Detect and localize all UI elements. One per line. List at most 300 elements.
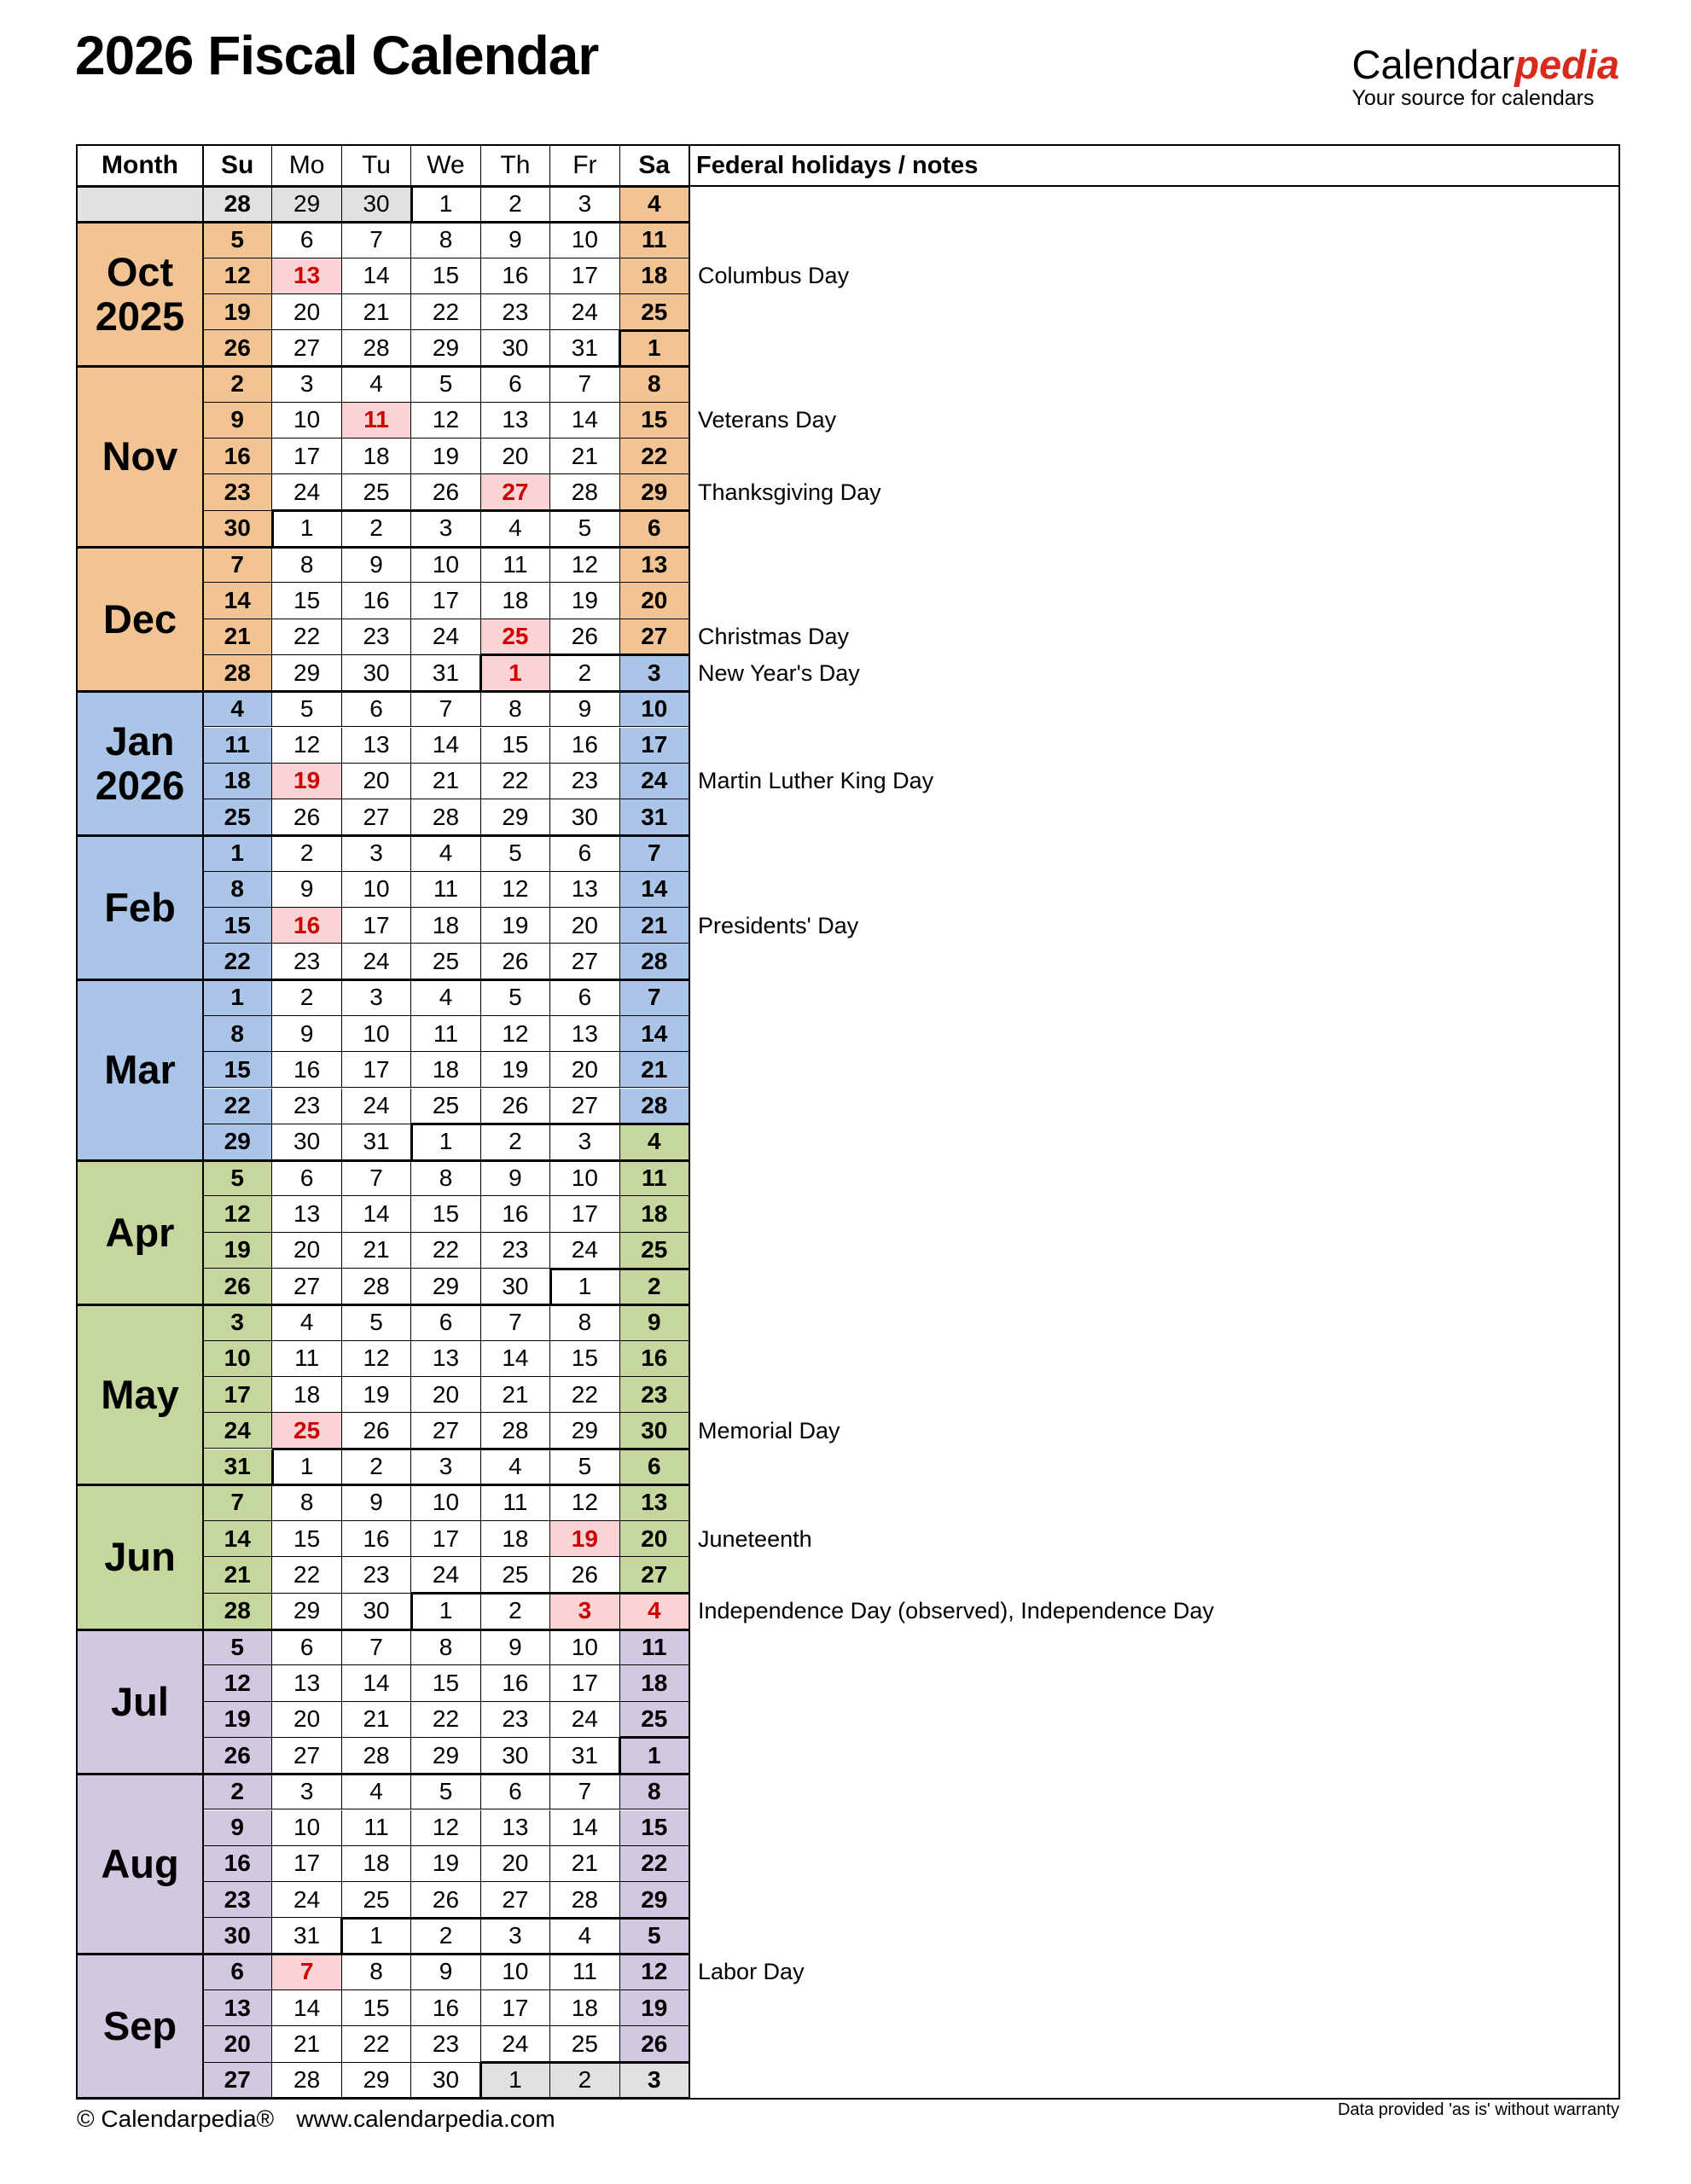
day-cell: 19 [550, 583, 619, 619]
page-title: 2026 Fiscal Calendar [75, 25, 599, 86]
day-cell: 25 [411, 944, 480, 979]
month-boundary-line [619, 1738, 621, 1774]
day-cell: 7 [620, 835, 689, 871]
day-cell: 28 [203, 655, 272, 691]
day-cell: 24 [550, 294, 619, 330]
day-cell: 5 [411, 1774, 480, 1809]
day-cell: 9 [342, 1485, 411, 1521]
month-label-prev-month [77, 186, 203, 222]
day-cell: 10 [620, 691, 689, 727]
day-cell: 22 [411, 1233, 480, 1269]
day-cell: 10 [411, 547, 480, 583]
day-cell: 16 [550, 728, 619, 764]
day-cell: 13 [411, 1341, 480, 1377]
day-cell: 17 [411, 583, 480, 619]
day-cell: 8 [203, 1016, 272, 1052]
day-cell: 21 [620, 1052, 689, 1088]
day-cell: 21 [342, 1702, 411, 1738]
day-cell: 8 [342, 1955, 411, 1990]
day-cell: 19 [203, 294, 272, 330]
day-cell: 3 [272, 1774, 341, 1809]
day-cell: 23 [272, 944, 341, 979]
day-cell: 27 [411, 1413, 480, 1449]
day-cell: 17 [272, 1846, 341, 1882]
day-cell: 7 [550, 367, 619, 403]
day-cell: 1 [272, 511, 341, 547]
day-cell: 29 [620, 474, 689, 510]
day-cell: 30 [481, 1738, 550, 1774]
day-cell: 24 [411, 619, 480, 655]
day-cell: 20 [411, 1377, 480, 1413]
day-cell: 24 [203, 1413, 272, 1449]
day-cell: 6 [272, 222, 341, 258]
day-cell: 10 [203, 1341, 272, 1377]
day-cell: 22 [550, 1377, 619, 1413]
day-cell: 4 [203, 691, 272, 727]
day-cell: 13 [481, 403, 550, 439]
day-cell: 2 [550, 2063, 619, 2099]
holiday-note: Thanksgiving Day [698, 479, 881, 506]
day-cell: 6 [272, 1629, 341, 1665]
day-cell: 13 [342, 728, 411, 764]
month-boundary-line [271, 1449, 274, 1485]
day-cell: 20 [272, 294, 341, 330]
day-cell: 13 [550, 872, 619, 908]
holiday-day-cell: 19 [272, 764, 341, 799]
month-label-aug: Aug [77, 1774, 203, 1955]
holiday-day-cell: 13 [272, 258, 341, 294]
day-cell: 14 [342, 258, 411, 294]
day-cell: 26 [411, 474, 480, 510]
day-cell: 28 [411, 799, 480, 835]
day-cell: 12 [481, 1016, 550, 1052]
header-notes: Federal holidays / notes [689, 145, 1619, 186]
day-cell: 23 [620, 1377, 689, 1413]
day-cell: 6 [620, 511, 689, 547]
day-cell: 26 [203, 1738, 272, 1774]
day-cell: 26 [620, 2026, 689, 2062]
day-cell: 31 [203, 1449, 272, 1485]
day-cell: 28 [342, 330, 411, 366]
day-cell: 26 [481, 1089, 550, 1124]
day-cell: 19 [411, 439, 480, 474]
day-cell: 22 [203, 944, 272, 979]
day-cell: 20 [620, 583, 689, 619]
day-cell: 9 [481, 222, 550, 258]
day-cell: 31 [550, 1738, 619, 1774]
day-cell: 30 [620, 1413, 689, 1449]
day-cell: 25 [342, 1882, 411, 1918]
month-separator-line [77, 221, 689, 224]
month-separator-line [77, 1159, 689, 1162]
day-cell: 26 [550, 619, 619, 655]
month-boundary-line [410, 1124, 413, 1160]
month-boundary-line [410, 1594, 413, 1629]
day-cell: 29 [620, 1882, 689, 1918]
day-cell: 12 [342, 1341, 411, 1377]
day-cell: 21 [342, 1233, 411, 1269]
footer-copyright: © Calendarpedia® [77, 2106, 275, 2132]
day-cell: 29 [411, 330, 480, 366]
header-day-sa: Sa [620, 145, 689, 186]
day-cell: 18 [620, 258, 689, 294]
holiday-note: New Year's Day [698, 659, 860, 686]
day-cell: 9 [203, 403, 272, 439]
day-cell: 12 [550, 1485, 619, 1521]
day-cell: 8 [272, 547, 341, 583]
holiday-day-cell: 4 [620, 1594, 689, 1629]
month-boundary-line [411, 1592, 689, 1594]
holiday-note: Independence Day (observed), Independence Day [698, 1598, 1214, 1624]
day-cell: 29 [272, 1594, 341, 1629]
day-cell: 14 [481, 1341, 550, 1377]
day-cell: 21 [411, 764, 480, 799]
day-cell: 23 [481, 1702, 550, 1738]
day-cell: 16 [272, 1052, 341, 1088]
day-cell: 13 [203, 1990, 272, 2026]
day-cell: 14 [411, 728, 480, 764]
day-cell: 2 [203, 367, 272, 403]
day-cell: 29 [481, 799, 550, 835]
day-cell: 29 [203, 1124, 272, 1160]
holiday-day-cell: 16 [272, 908, 341, 944]
day-cell: 5 [342, 1304, 411, 1340]
day-cell: 6 [550, 980, 619, 1016]
day-cell: 22 [620, 1846, 689, 1882]
day-cell: 1 [203, 980, 272, 1016]
day-cell: 10 [411, 1485, 480, 1521]
day-cell: 5 [481, 980, 550, 1016]
day-cell: 2 [342, 511, 411, 547]
day-cell: 11 [481, 547, 550, 583]
holiday-note: Martin Luther King Day [698, 768, 934, 794]
day-cell: 11 [620, 1160, 689, 1196]
day-cell: 19 [203, 1702, 272, 1738]
day-cell: 6 [342, 691, 411, 727]
day-cell: 10 [481, 1955, 550, 1990]
month-separator-line [77, 690, 689, 693]
month-boundary-line [410, 186, 413, 222]
day-cell: 24 [411, 1557, 480, 1593]
day-cell: 2 [481, 1594, 550, 1629]
month-boundary-line [479, 655, 482, 691]
day-cell: 9 [272, 872, 341, 908]
day-cell: 10 [550, 1160, 619, 1196]
day-cell: 11 [550, 1955, 619, 1990]
day-cell: 8 [411, 1629, 480, 1665]
day-cell: 18 [481, 1521, 550, 1557]
day-cell: 27 [550, 944, 619, 979]
day-cell: 5 [481, 835, 550, 871]
day-cell: 20 [620, 1521, 689, 1557]
day-cell: 13 [550, 1016, 619, 1052]
day-cell: 24 [272, 474, 341, 510]
day-cell: 4 [481, 511, 550, 547]
day-cell: 21 [203, 619, 272, 655]
footer-disclaimer: Data provided 'as is' without warranty [1337, 2100, 1619, 2119]
day-cell: 18 [411, 1052, 480, 1088]
day-cell: 16 [342, 1521, 411, 1557]
table-border [76, 144, 1620, 147]
holiday-note: Juneteenth [698, 1525, 812, 1552]
month-boundary-line [481, 2061, 689, 2064]
day-cell: 1 [203, 835, 272, 871]
table-border [1618, 145, 1620, 2099]
header-day-su: Su [203, 145, 272, 186]
day-cell: 5 [203, 222, 272, 258]
day-cell: 16 [342, 583, 411, 619]
day-cell: 8 [411, 222, 480, 258]
day-cell: 29 [411, 1269, 480, 1304]
month-separator-line [77, 979, 689, 981]
day-cell: 17 [550, 258, 619, 294]
day-cell: 25 [550, 2026, 619, 2062]
day-cell: 2 [620, 1269, 689, 1304]
day-cell: 15 [203, 1052, 272, 1088]
day-cell: 9 [411, 1955, 480, 1990]
day-cell: 8 [620, 1774, 689, 1809]
month-label-mar: Mar [77, 980, 203, 1161]
brand-name-accent: pedia [1514, 42, 1619, 87]
day-cell: 7 [481, 1304, 550, 1340]
table-border [77, 185, 689, 188]
day-cell: 2 [203, 1774, 272, 1809]
day-cell: 22 [411, 1702, 480, 1738]
month-separator-line [77, 1629, 689, 1631]
day-cell: 30 [203, 511, 272, 547]
day-cell: 31 [272, 1918, 341, 1954]
day-cell: 12 [481, 872, 550, 908]
day-cell: 13 [481, 1810, 550, 1846]
day-cell: 23 [550, 764, 619, 799]
day-cell: 19 [620, 1990, 689, 2026]
holiday-day-cell: 3 [550, 1594, 619, 1629]
table-border [76, 2097, 689, 2100]
day-cell: 8 [481, 691, 550, 727]
day-cell: 30 [342, 186, 411, 222]
day-cell: 20 [481, 439, 550, 474]
day-cell: 16 [411, 1990, 480, 2026]
day-cell: 14 [342, 1665, 411, 1701]
day-cell: 26 [411, 1882, 480, 1918]
day-cell: 12 [550, 547, 619, 583]
day-cell: 13 [620, 547, 689, 583]
month-separator-line [77, 1304, 689, 1306]
day-cell: 5 [550, 1449, 619, 1485]
day-cell: 24 [481, 2026, 550, 2062]
day-cell: 6 [272, 1160, 341, 1196]
day-cell: 30 [203, 1918, 272, 1954]
day-cell: 22 [342, 2026, 411, 2062]
brand-name-black: Calendar [1351, 42, 1515, 87]
day-cell: 10 [272, 403, 341, 439]
month-label-nov: Nov [77, 367, 203, 548]
day-cell: 27 [481, 1882, 550, 1918]
day-cell: 11 [620, 1629, 689, 1665]
day-cell: 15 [411, 258, 480, 294]
day-cell: 15 [481, 728, 550, 764]
day-cell: 14 [272, 1990, 341, 2026]
month-boundary-line [549, 1269, 552, 1304]
day-cell: 10 [550, 1629, 619, 1665]
day-cell: 15 [342, 1990, 411, 2026]
month-boundary-line [620, 1736, 689, 1739]
day-cell: 19 [481, 1052, 550, 1088]
day-cell: 16 [203, 439, 272, 474]
day-cell: 2 [550, 655, 619, 691]
day-cell: 19 [481, 908, 550, 944]
day-cell: 18 [411, 908, 480, 944]
day-cell: 29 [411, 1738, 480, 1774]
day-cell: 19 [342, 1377, 411, 1413]
day-cell: 28 [481, 1413, 550, 1449]
day-cell: 25 [620, 1233, 689, 1269]
day-cell: 2 [272, 835, 341, 871]
day-cell: 30 [481, 330, 550, 366]
day-cell: 22 [203, 1089, 272, 1124]
day-cell: 24 [620, 764, 689, 799]
day-cell: 31 [620, 799, 689, 835]
day-cell: 12 [411, 1810, 480, 1846]
day-cell: 8 [550, 1304, 619, 1340]
day-cell: 22 [272, 1557, 341, 1593]
holiday-note: Labor Day [698, 1959, 805, 1985]
month-boundary-line [340, 1918, 343, 1954]
day-cell: 27 [620, 1557, 689, 1593]
day-cell: 5 [272, 691, 341, 727]
holiday-day-cell: 27 [481, 474, 550, 510]
day-cell: 15 [272, 1521, 341, 1557]
day-cell: 14 [620, 1016, 689, 1052]
day-cell: 9 [342, 547, 411, 583]
day-cell: 23 [203, 474, 272, 510]
day-cell: 9 [481, 1629, 550, 1665]
day-cell: 27 [272, 330, 341, 366]
day-cell: 7 [342, 1629, 411, 1665]
month-boundary-line [272, 509, 689, 512]
day-cell: 18 [481, 583, 550, 619]
day-cell: 30 [342, 655, 411, 691]
footer-copyright-line [77, 2106, 555, 2133]
day-cell: 16 [203, 1846, 272, 1882]
day-cell: 11 [203, 728, 272, 764]
day-cell: 18 [203, 764, 272, 799]
day-cell: 3 [620, 655, 689, 691]
day-cell: 5 [620, 1918, 689, 1954]
day-cell: 11 [620, 222, 689, 258]
month-label-jun: Jun [77, 1485, 203, 1629]
month-label-feb: Feb [77, 835, 203, 979]
holiday-day-cell: 1 [481, 655, 550, 691]
day-cell: 16 [481, 1665, 550, 1701]
day-cell: 29 [550, 1413, 619, 1449]
day-cell: 29 [272, 186, 341, 222]
day-cell: 27 [272, 1269, 341, 1304]
day-cell: 12 [620, 1955, 689, 1990]
day-cell: 7 [620, 980, 689, 1016]
holiday-day-cell: 19 [550, 1521, 619, 1557]
day-cell: 2 [411, 1918, 480, 1954]
day-cell: 1 [481, 2063, 550, 2099]
day-cell: 30 [342, 1594, 411, 1629]
month-separator-line [77, 1484, 689, 1486]
day-cell: 10 [342, 1016, 411, 1052]
month-separator-line [77, 1773, 689, 1775]
day-cell: 23 [411, 2026, 480, 2062]
month-separator-line [77, 834, 689, 837]
day-cell: 9 [203, 1810, 272, 1846]
day-cell: 24 [342, 944, 411, 979]
day-cell: 3 [550, 1124, 619, 1160]
day-cell: 19 [411, 1846, 480, 1882]
day-cell: 14 [550, 1810, 619, 1846]
day-cell: 21 [620, 908, 689, 944]
day-cell: 25 [203, 799, 272, 835]
day-cell: 27 [203, 2063, 272, 2099]
day-cell: 27 [342, 799, 411, 835]
day-cell: 13 [272, 1665, 341, 1701]
day-cell: 25 [411, 1089, 480, 1124]
day-cell: 16 [620, 1341, 689, 1377]
month-boundary-line [479, 2063, 482, 2099]
day-cell: 17 [481, 1990, 550, 2026]
day-cell: 12 [411, 403, 480, 439]
day-cell: 4 [342, 1774, 411, 1809]
day-cell: 28 [620, 1089, 689, 1124]
holiday-note: Presidents' Day [698, 912, 859, 938]
day-cell: 4 [342, 367, 411, 403]
day-cell: 25 [620, 1702, 689, 1738]
day-cell: 17 [550, 1196, 619, 1232]
holiday-day-cell: 25 [272, 1413, 341, 1449]
day-cell: 15 [203, 908, 272, 944]
day-cell: 9 [550, 691, 619, 727]
header-day-mo: Mo [272, 145, 341, 186]
day-cell: 15 [411, 1665, 480, 1701]
month-boundary-line [411, 1123, 689, 1125]
day-cell: 24 [272, 1882, 341, 1918]
day-cell: 5 [203, 1160, 272, 1196]
day-cell: 23 [481, 294, 550, 330]
day-cell: 8 [203, 872, 272, 908]
day-cell: 14 [342, 1196, 411, 1232]
month-boundary-line [342, 1917, 689, 1920]
day-cell: 1 [411, 186, 480, 222]
day-cell: 6 [620, 1449, 689, 1485]
day-cell: 20 [203, 2026, 272, 2062]
month-label-sep: Sep [77, 1955, 203, 2099]
month-boundary-line [620, 329, 689, 332]
day-cell: 11 [411, 1016, 480, 1052]
day-cell: 20 [481, 1846, 550, 1882]
day-cell: 30 [272, 1124, 341, 1160]
day-cell: 1 [342, 1918, 411, 1954]
day-cell: 5 [411, 367, 480, 403]
month-boundary-line [272, 1448, 689, 1450]
month-separator-line [77, 365, 689, 368]
day-cell: 16 [481, 1196, 550, 1232]
holiday-day-cell: 11 [342, 403, 411, 439]
day-cell: 29 [342, 2063, 411, 2099]
day-cell: 28 [342, 1269, 411, 1304]
month-label-oct: Oct 2025 [77, 222, 203, 366]
day-cell: 14 [550, 403, 619, 439]
table-border [689, 145, 691, 2099]
day-cell: 26 [203, 1269, 272, 1304]
day-cell: 4 [620, 186, 689, 222]
day-cell: 31 [550, 330, 619, 366]
holiday-note: Veterans Day [698, 407, 837, 433]
